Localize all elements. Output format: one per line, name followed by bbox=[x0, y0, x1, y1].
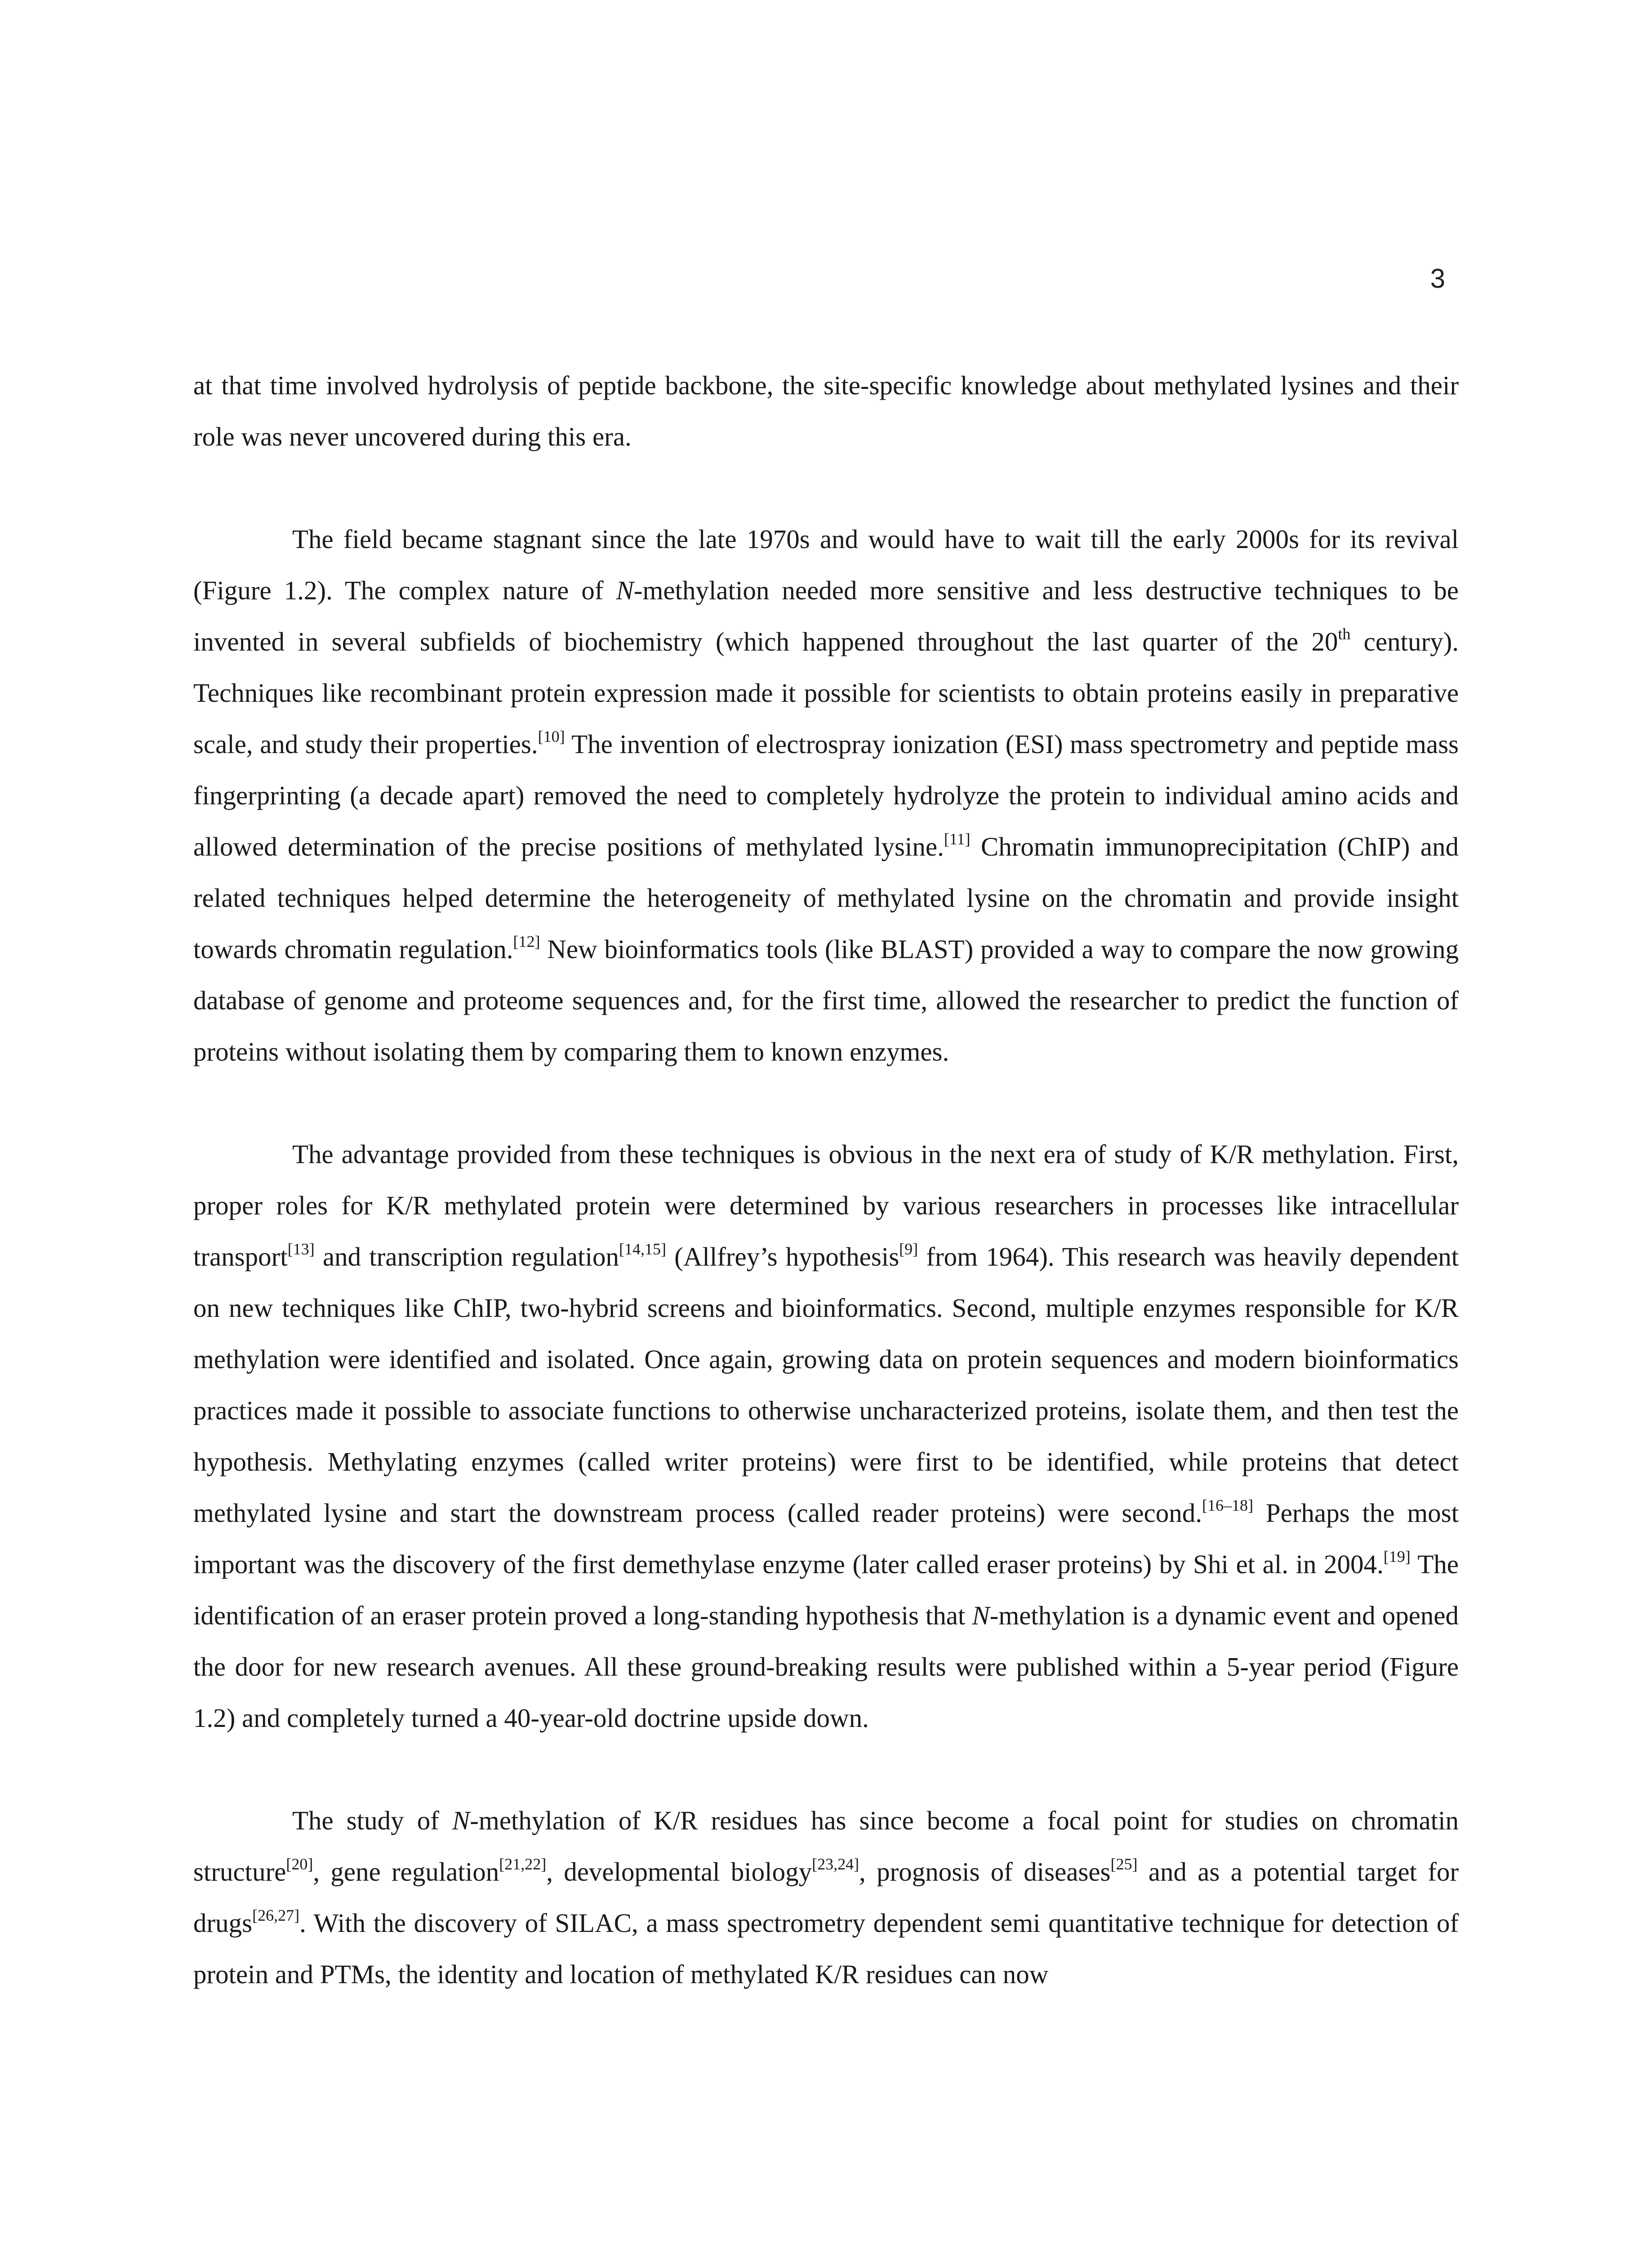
page-number: 3 bbox=[1430, 263, 1445, 294]
text-run: The invention of electrospray ionization (ESI) mass spectrometry and peptide mass fingerprinting (a decade apart) removed the need to completely hydrolyze the protein to individual amino acids and allowed determination of the precise positions of methylated lysine. bbox=[193, 729, 1459, 861]
citation-ref: [12] bbox=[513, 932, 540, 951]
paragraph-4 bbox=[193, 1795, 1459, 2000]
text-run: and as a potential target for drugs bbox=[193, 1857, 1459, 1938]
text-run: -methylation is a dynamic event and opened the door for new research avenues. All these ground-breaking results were published within a 5-year period (Figure 1.2) and completely turned a 40-year-old doctrine upside down. bbox=[193, 1601, 1459, 1733]
text-run: at that time involved hydrolysis of peptide backbone, the site-specific knowledge about methylated lysines and their role was never uncovered during this era. bbox=[193, 370, 1459, 451]
text-run: The advantage provided from these techniques is obvious in the next era of study of K/R methylation. First, proper roles for K/R methylated protein were determined by various researchers in processes like intracellular transport bbox=[193, 1139, 1459, 1271]
citation-ref: [25] bbox=[1110, 1855, 1138, 1873]
text-run: New bioinformatics tools (like BLAST) provided a way to compare the now growing database of genome and proteome sequences and, for the first time, allowed the researcher to predict the function of proteins without isolating them by comparing them to known enzymes. bbox=[193, 934, 1459, 1066]
text-run: from 1964). This research was heavily dependent on new techniques like ChIP, two-hybrid screens and bioinformatics. Second, multiple enzymes responsible for K/R methylation were identified and isolated. Once again, growing data on protein sequences and modern bioinformatics practices made it possible to associate functions to otherwise uncharacterized proteins, isolate them, and then test the hypothesis. Methylating enzymes (called writer proteins) were first to be identified, while proteins that detect methylated lysine and start the downstream process (called reader proteins) were second. bbox=[193, 1242, 1459, 1528]
text-run: , developmental biology bbox=[546, 1857, 812, 1887]
text-run: . With the discovery of SILAC, a mass spectrometry dependent semi quantitative technique for detection of protein and PTMs, the identity and location of methylated K/R residues can now bbox=[193, 1908, 1459, 1989]
citation-ref: [19] bbox=[1383, 1548, 1411, 1566]
citation-ref: [26,27] bbox=[252, 1906, 300, 1925]
italic-n: N bbox=[972, 1601, 990, 1630]
superscript: th bbox=[1338, 625, 1351, 643]
text-run: Chromatin immunoprecipitation (ChIP) and related techniques helped determine the heterogeneity of methylated lysine on the chromatin and provide insight towards chromatin regulation. bbox=[193, 832, 1459, 964]
text-run: and transcription regulation bbox=[314, 1242, 619, 1271]
paragraph-3 bbox=[193, 1128, 1459, 1744]
paragraph-1 bbox=[193, 360, 1459, 462]
text-run: Perhaps the most important was the discovery of the first demethylase enzyme (later called eraser proteins) by Shi et al. in 2004. bbox=[193, 1498, 1459, 1579]
text-run: -methylation needed more sensitive and less destructive techniques to be invented in several subfields of biochemistry (which happened throughout the last quarter of the 20 bbox=[193, 575, 1459, 656]
citation-ref: [14,15] bbox=[619, 1240, 666, 1258]
text-run: The study of bbox=[292, 1806, 452, 1835]
citation-ref: [13] bbox=[287, 1240, 315, 1258]
text-run: The identification of an eraser protein proved a long-standing hypothesis that bbox=[193, 1549, 1459, 1630]
text-run: (Allfrey’s hypothesis bbox=[666, 1242, 899, 1271]
paragraph-2 bbox=[193, 513, 1459, 1077]
citation-ref: [16–18] bbox=[1202, 1496, 1253, 1515]
italic-n: N bbox=[616, 575, 634, 605]
citation-ref: [23,24] bbox=[812, 1855, 859, 1873]
text-run: The field became stagnant since the late 1970s and would have to wait till the early 2000s for its revival (Figure 1.2). The complex nature of bbox=[193, 524, 1459, 605]
text-run: century). Techniques like recombinant protein expression made it possible for scientists to obtain proteins easily in preparative scale, and study their properties. bbox=[193, 627, 1459, 759]
citation-ref: [11] bbox=[944, 830, 971, 848]
body-text bbox=[193, 360, 1459, 2000]
citation-ref: [10] bbox=[538, 727, 565, 746]
citation-ref: [21,22] bbox=[499, 1855, 547, 1873]
citation-ref: [20] bbox=[286, 1855, 313, 1873]
text-run: , prognosis of diseases bbox=[859, 1857, 1111, 1887]
italic-n: N bbox=[452, 1806, 470, 1835]
text-run: , gene regulation bbox=[313, 1857, 499, 1887]
citation-ref: [9] bbox=[899, 1240, 918, 1258]
text-run: -methylation of K/R residues has since become a focal point for studies on chromatin structure bbox=[193, 1806, 1459, 1887]
